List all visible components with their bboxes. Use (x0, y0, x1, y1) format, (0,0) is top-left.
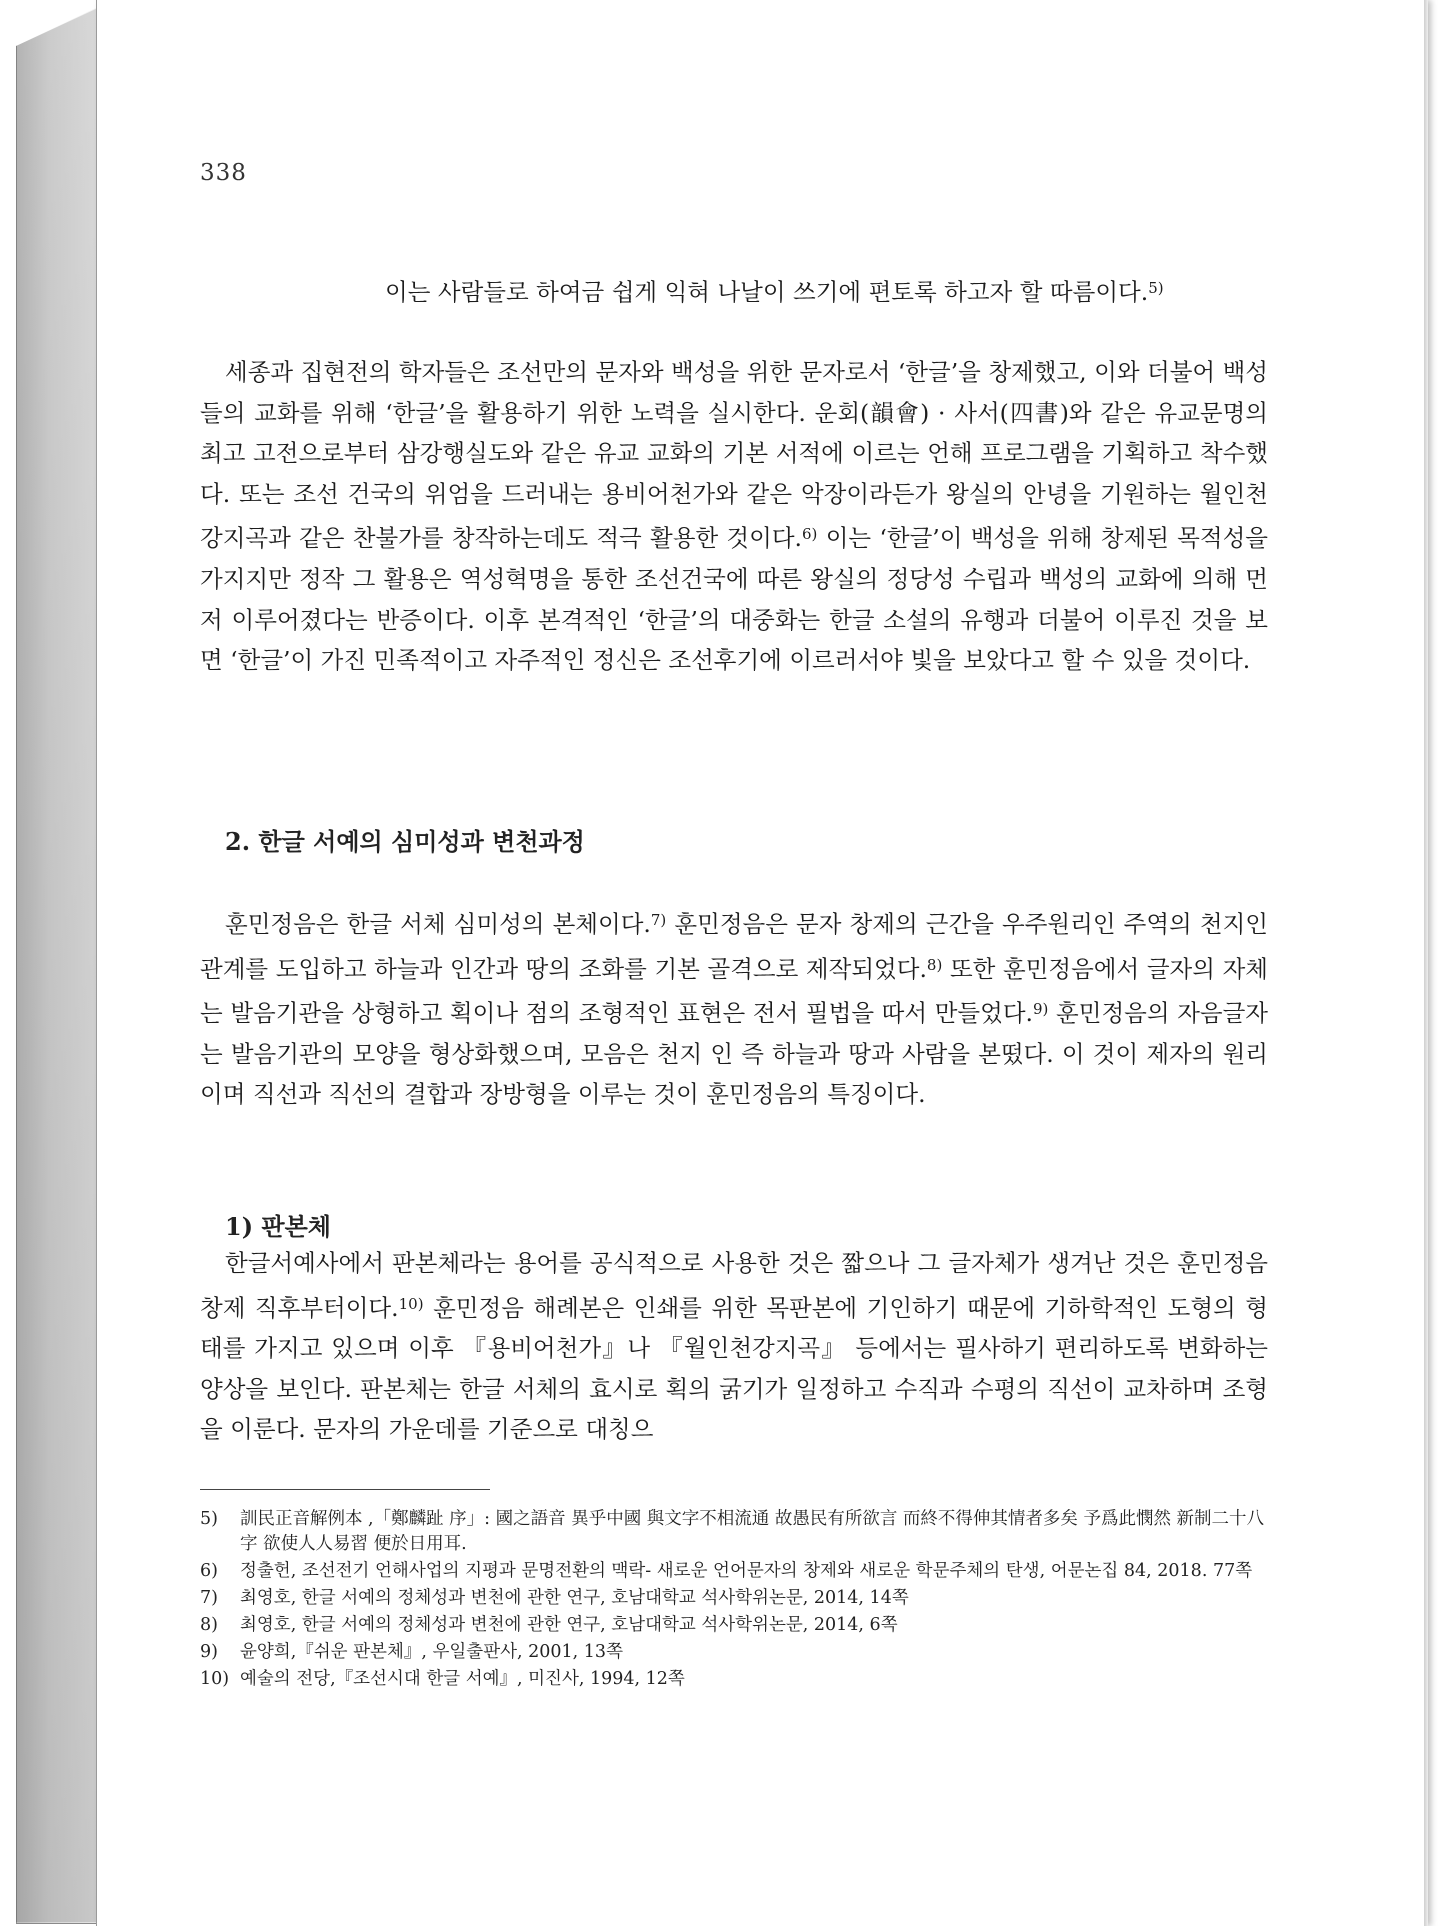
footnote-item (200, 1586, 1268, 1611)
footnote-ref: 8) (926, 955, 943, 974)
quote-text: 이는 사람들로 하여금 쉽게 익혀 나날이 쓰기에 편토록 하고자 할 따름이다. (385, 278, 1149, 306)
footnote-number: 8) (200, 1615, 218, 1635)
page-number: 338 (200, 160, 247, 186)
book-spine-shade (16, 8, 96, 1922)
footnote-item (200, 1667, 1268, 1692)
footnote-number: 7) (200, 1588, 218, 1608)
footnote-number: 5) (200, 1509, 218, 1529)
footnote-text: 정출헌, 조선전기 언해사업의 지평과 문명전환의 맥락- 새로운 언어문자의 창제와 새로운 학문주체의 탄생, 어문논집 84, 2018. 77쪽 (240, 1561, 1253, 1581)
paragraph-text: 이는 ‘한글’이 백성을 위해 창제된 목적성을 가지지만 정작 그 활용은 역성혁명을 통한 조선건국에 따른 왕실의 정당성 수립과 백성의 교화에 의해 먼저 이루어졌다는 반증이다. 이후 본격적인 ‘한글’의 대중화는 한글 소설의 유행과 더불어 이루진 것을 보면 ‘한글’이 가진 민족적이고 자주적인 정신은 조선후기에 이르러서야 빛을 보았다고 할 수 있을 것이다. (200, 524, 1268, 675)
paragraph-1 (200, 352, 1268, 681)
paragraph-text: 훈민정음 해례본은 인쇄를 위한 목판본에 기인하기 때문에 기하학적인 도형의 형태를 가지고 있으며 이후 『용비어천가』나 『월인천강지곡』 등에서는 필사하기 편리하도록 변화하는 양상을 보인다. 판본체는 한글 서체의 효시로 획의 굵기가 일정하고 수직과 수평의 직선이 교차하며 조형을 이룬다. 문자의 가운데를 기준으로 대칭으 (200, 1293, 1268, 1444)
paragraph-2 (200, 900, 1268, 1115)
footnote-item (200, 1507, 1268, 1557)
footnote-item (200, 1559, 1268, 1584)
block-quote (385, 268, 1268, 312)
section-heading: 2. 한글 서예의 심미성과 변천과정 (225, 827, 585, 856)
paragraph-text: 훈민정음은 문자 창제의 근간을 우주원리인 주역의 천지인 관계를 도입하고 하늘과 인간과 땅의 조화를 기본 골격으로 제작되었다. (200, 910, 1268, 983)
page-edge (1424, 0, 1428, 1926)
footnote-text: 예술의 전당,『조선시대 한글 서예』, 미진사, 1994, 12쪽 (240, 1669, 685, 1689)
footnote-text: 최영호, 한글 서예의 정체성과 변천에 관한 연구, 호남대학교 석사학위논문, 2014, 6쪽 (240, 1615, 898, 1635)
footnote-text: 최영호, 한글 서예의 정체성과 변천에 관한 연구, 호남대학교 석사학위논문, 2014, 14쪽 (240, 1588, 909, 1608)
footnote-item (200, 1613, 1268, 1638)
paragraph-text: 훈민정음의 자음글자는 발음기관의 모양을 형상화했으며, 모음은 천지 인 즉 하늘과 땅과 사람을 본떴다. 이 것이 제자의 원리이며 직선과 직선의 결합과 장방형을 이루는 것이 훈민정음의 특징이다. (200, 999, 1268, 1109)
footnote-number: 6) (200, 1561, 218, 1581)
footnotes (200, 1507, 1268, 1694)
footnote-divider (200, 1489, 490, 1490)
footnote-text: 訓民正音解例本 ,「鄭麟趾 序」: 國之語音 異乎中國 與文字不相流通 故愚民有所欲言 而終不得伸其情者多矣 予爲此憫然 新制二十八字 欲使人人易習 便於日用耳. (240, 1509, 1265, 1554)
footnote-number: 10) (200, 1669, 230, 1689)
footnote-ref: 10) (398, 1294, 424, 1313)
paragraph-text: 훈민정음은 한글 서체 심미성의 본체이다. (225, 910, 651, 938)
paragraph-text: 또한 훈민정음에서 글자의 자체는 발음기관을 상형하고 획이나 점의 조형적인 표현은 전서 필법을 따서 만들었다. (200, 954, 1268, 1028)
footnote-number: 9) (200, 1642, 218, 1662)
footnote-item (200, 1640, 1268, 1665)
footnote-ref: 7) (650, 911, 667, 929)
paragraph-text: 한글서예사에서 판본체라는 용어를 공식적으로 사용한 것은 짧으나 그 글자체가 생겨난 것은 훈민정음 창제 직후부터이다. (200, 1249, 1268, 1322)
footnote-ref: 9) (1033, 1000, 1049, 1019)
paragraph-text: 세종과 집현전의 학자들은 조선만의 문자와 백성을 위한 문자로서 ‘한글’을 창제했고, 이와 더불어 백성들의 교화를 위해 ‘한글’을 활용하기 위한 노력을 실시한다. 운회(韻會) · 사서(四書)와 같은 유교문명의 최고 고전으로부터 삼강행실도와 같은 유교 교화의 기본 서적에 이르는 언해 프로그램을 기획하고 착수했다. 또는 조선 건국의 위엄을 드러내는 용비어천가와 같은 악장이라든가 왕실의 안녕을 기원하는 월인천강지곡과 같은 찬불가를 창작하는데도 적극 활용한 것이다. (200, 358, 1268, 553)
subsection-heading: 1) 판본체 (225, 1212, 331, 1241)
paragraph-3 (200, 1243, 1268, 1450)
footnote-ref: 6) (802, 525, 818, 544)
footnote-ref: 5) (1148, 279, 1164, 297)
footnote-text: 윤양희,『쉬운 판본체』, 우일출판사, 2001, 13쪽 (240, 1642, 623, 1662)
